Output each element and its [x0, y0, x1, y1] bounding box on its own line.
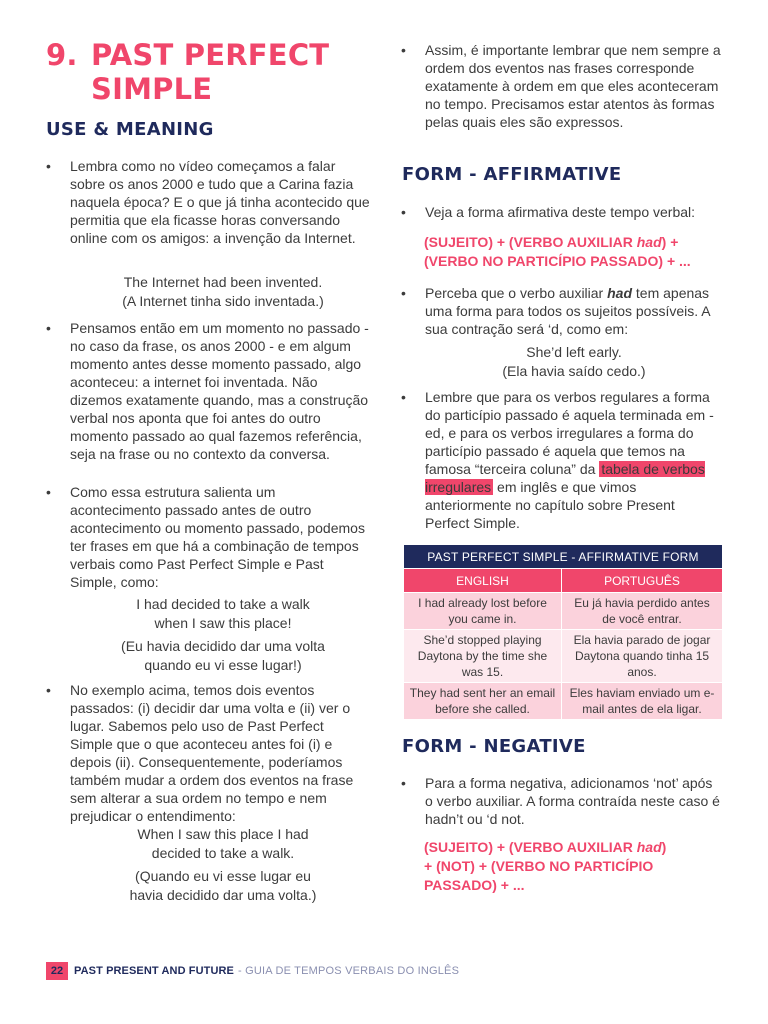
bullet-affirmative-intro: [401, 203, 723, 221]
bullet-dot: •: [401, 389, 406, 405]
table-cell: They had sent her an email before she called.: [404, 683, 562, 720]
bullet-past-moment: [46, 319, 370, 463]
bullet-order-note: [401, 41, 723, 131]
bullet-text: Para a forma negativa, adicionamos ‘not’ após o verbo auxiliar. A forma contraída neste caso é hadn’t ou ‘d not.: [425, 775, 720, 827]
example-line: I had decided to take a walk: [136, 596, 310, 612]
irregular-verbs-link[interactable]: tabela de verbos irregulares: [425, 461, 705, 495]
bullet-negative-intro: [401, 774, 723, 828]
example-left-early: [425, 343, 723, 381]
text-part: tem apenas uma forma para todos os sujeitos possíveis. A sua contração será ‘d, como em:: [425, 285, 710, 337]
example-reordered: [70, 825, 376, 863]
bullet-text: Como essa estrutura salienta um acontecimento passado antes de outro acontecimento ou momento passado, podemos ter frases em que há a combinação de tempos verbais como Past Perfect Simple e Past Simple, como:: [70, 484, 365, 590]
formula-line: PASSADO) + ...: [424, 877, 525, 893]
example-walk: [70, 595, 376, 633]
table-cell: Ela havia parado de jogar Daytona quando tinha 15 anos.: [562, 630, 723, 683]
page-number: 22: [46, 962, 68, 980]
chapter-title-text: PAST PERFECT SIMPLE: [91, 38, 330, 106]
bullet-dot: •: [401, 42, 406, 58]
example-line: quando eu vi esse lugar!): [144, 657, 302, 673]
bullet-structure: [46, 483, 370, 591]
example-line: havia decidido dar uma volta.): [129, 887, 317, 903]
formula-line: (VERBO NO PARTICÍPIO PASSADO) + ...: [424, 253, 691, 269]
formula-negative: [424, 838, 724, 895]
example-line: when I saw this place!: [154, 615, 292, 631]
affirmative-form-table: [403, 544, 723, 720]
bullet-participle: [401, 388, 723, 532]
formula-part: (SUJEITO) + (VERBO AUXILIAR: [424, 234, 637, 250]
bullet-contraction: [401, 284, 723, 338]
heading-form-negative: FORM - NEGATIVE: [402, 736, 586, 757]
table-header-portugues: PORTUGUÊS: [562, 569, 723, 593]
bullet-intro: [46, 157, 370, 247]
table-cell: I had already lost before you came in.: [404, 593, 562, 630]
table-row: [404, 593, 723, 630]
footer-brand: PAST PRESENT AND FUTURE: [74, 965, 234, 977]
text-part: Perceba que o verbo auxiliar: [425, 285, 608, 301]
formula-part: ): [661, 839, 667, 855]
table-cell: Eles haviam enviado um e-mail antes de ela ligar.: [562, 683, 723, 720]
example-line: (A Internet tinha sido inventada.): [122, 293, 324, 309]
example-line: (Ela havia saído cedo.): [502, 363, 646, 379]
bullet-dot: •: [46, 682, 51, 698]
bullet-dot: •: [401, 775, 406, 791]
bullet-text: [425, 388, 723, 532]
example-line: She’d left early.: [526, 344, 622, 360]
table-row: [404, 683, 723, 720]
bullet-dot: •: [401, 285, 406, 301]
bullet-dot: •: [46, 320, 51, 336]
bullet-text: [425, 284, 723, 338]
formula-part: ) + (VERBO NO PARTICÍPIO: [470, 858, 654, 874]
bullet-text: Pensamos então em um momento no passado - no caso da frase, os anos 2000 - e em algum momento antes desse momento passado, algo aconteceu: a internet foi inventada. Não dizemos exatamente quando, mas a construção verbal nos aponta que foi antes do outro momento passado ao qual fazemos referência, seja na frase ou no contexto da conversa.: [70, 320, 369, 462]
bullet-dot: •: [46, 484, 51, 500]
formula-part: ) +: [661, 234, 679, 250]
heading-use-meaning: USE & MEANING: [46, 119, 214, 140]
text-part: Lembre que para os verbos regulares a forma do particípio passado é aquela terminada em -ed, e para os verbos irregulares a forma do particípio passado é aquela que temos na famosa “terceira coluna” da: [425, 389, 714, 477]
footer-subtitle: - GUIA DE TEMPOS VERBAIS DO INGLÊS: [237, 965, 460, 977]
table-cell: She’d stopped playing Daytona by the time she was 15.: [404, 630, 562, 683]
formula-aux: had: [636, 839, 662, 855]
formula-part: (SUJEITO) + (VERBO AUXILIAR: [424, 839, 637, 855]
bullet-text: No exemplo acima, temos dois eventos passados: (i) decidir dar uma volta e (ii) ver o lugar. Sabemos pelo uso de Past Perfect Simple que o que aconteceu antes foi (i) e depois (ii). Consequentemente, poderíamos também mudar a ordem dos eventos na frase sem alterar a sua ordem no tempo e nem prejudicar o entendimento:: [70, 682, 354, 824]
bullet-dot: •: [401, 204, 406, 220]
text-emph: had: [607, 285, 632, 301]
formula-affirmative: [424, 233, 724, 271]
bullet-text: Assim, é importante lembrar que nem sempre a ordem dos eventos nas frases corresponde exatamente à ordem em que eles aconteceram no tempo. Precisamos estar atentos às formas pelas quais eles são expressos.: [425, 42, 721, 130]
example-line: When I saw this place I had: [137, 826, 309, 842]
formula-aux: had: [636, 234, 662, 250]
page-footer: [46, 962, 459, 980]
text-part: em inglês e que vimos anteriormente no capítulo sobre Present Perfect Simple.: [425, 479, 675, 531]
example-internet: [70, 273, 376, 311]
heading-form-affirmative: FORM - AFFIRMATIVE: [402, 164, 622, 185]
example-line: The Internet had been invented.: [123, 274, 323, 290]
bullet-text: Veja a forma afirmativa deste tempo verbal:: [425, 204, 696, 220]
table-caption: PAST PERFECT SIMPLE - AFFIRMATIVE FORM: [404, 545, 723, 569]
bullet-dot: •: [46, 158, 51, 174]
example-line: (Eu havia decidido dar uma volta: [121, 638, 325, 654]
table-header-english: ENGLISH: [404, 569, 562, 593]
example-line: (Quando eu vi esse lugar eu: [135, 868, 311, 884]
chapter-number: 9.: [46, 38, 78, 72]
bullet-two-events: [46, 681, 370, 825]
formula-not: NOT: [440, 858, 471, 874]
formula-part: + (: [424, 858, 441, 874]
table-row: [404, 630, 723, 683]
example-walk-translation: [70, 637, 376, 675]
table-cell: Eu já havia perdido antes de você entrar.: [562, 593, 723, 630]
example-reordered-translation: [70, 867, 376, 905]
bullet-text: Lembra como no vídeo começamos a falar sobre os anos 2000 e tudo que a Carina fazia naquela época? E o que já tinha acontecido que permitia que ela ficasse horas conversando online com os amigos: a invenção da Internet.: [70, 158, 370, 246]
example-line: decided to take a walk.: [151, 845, 295, 861]
